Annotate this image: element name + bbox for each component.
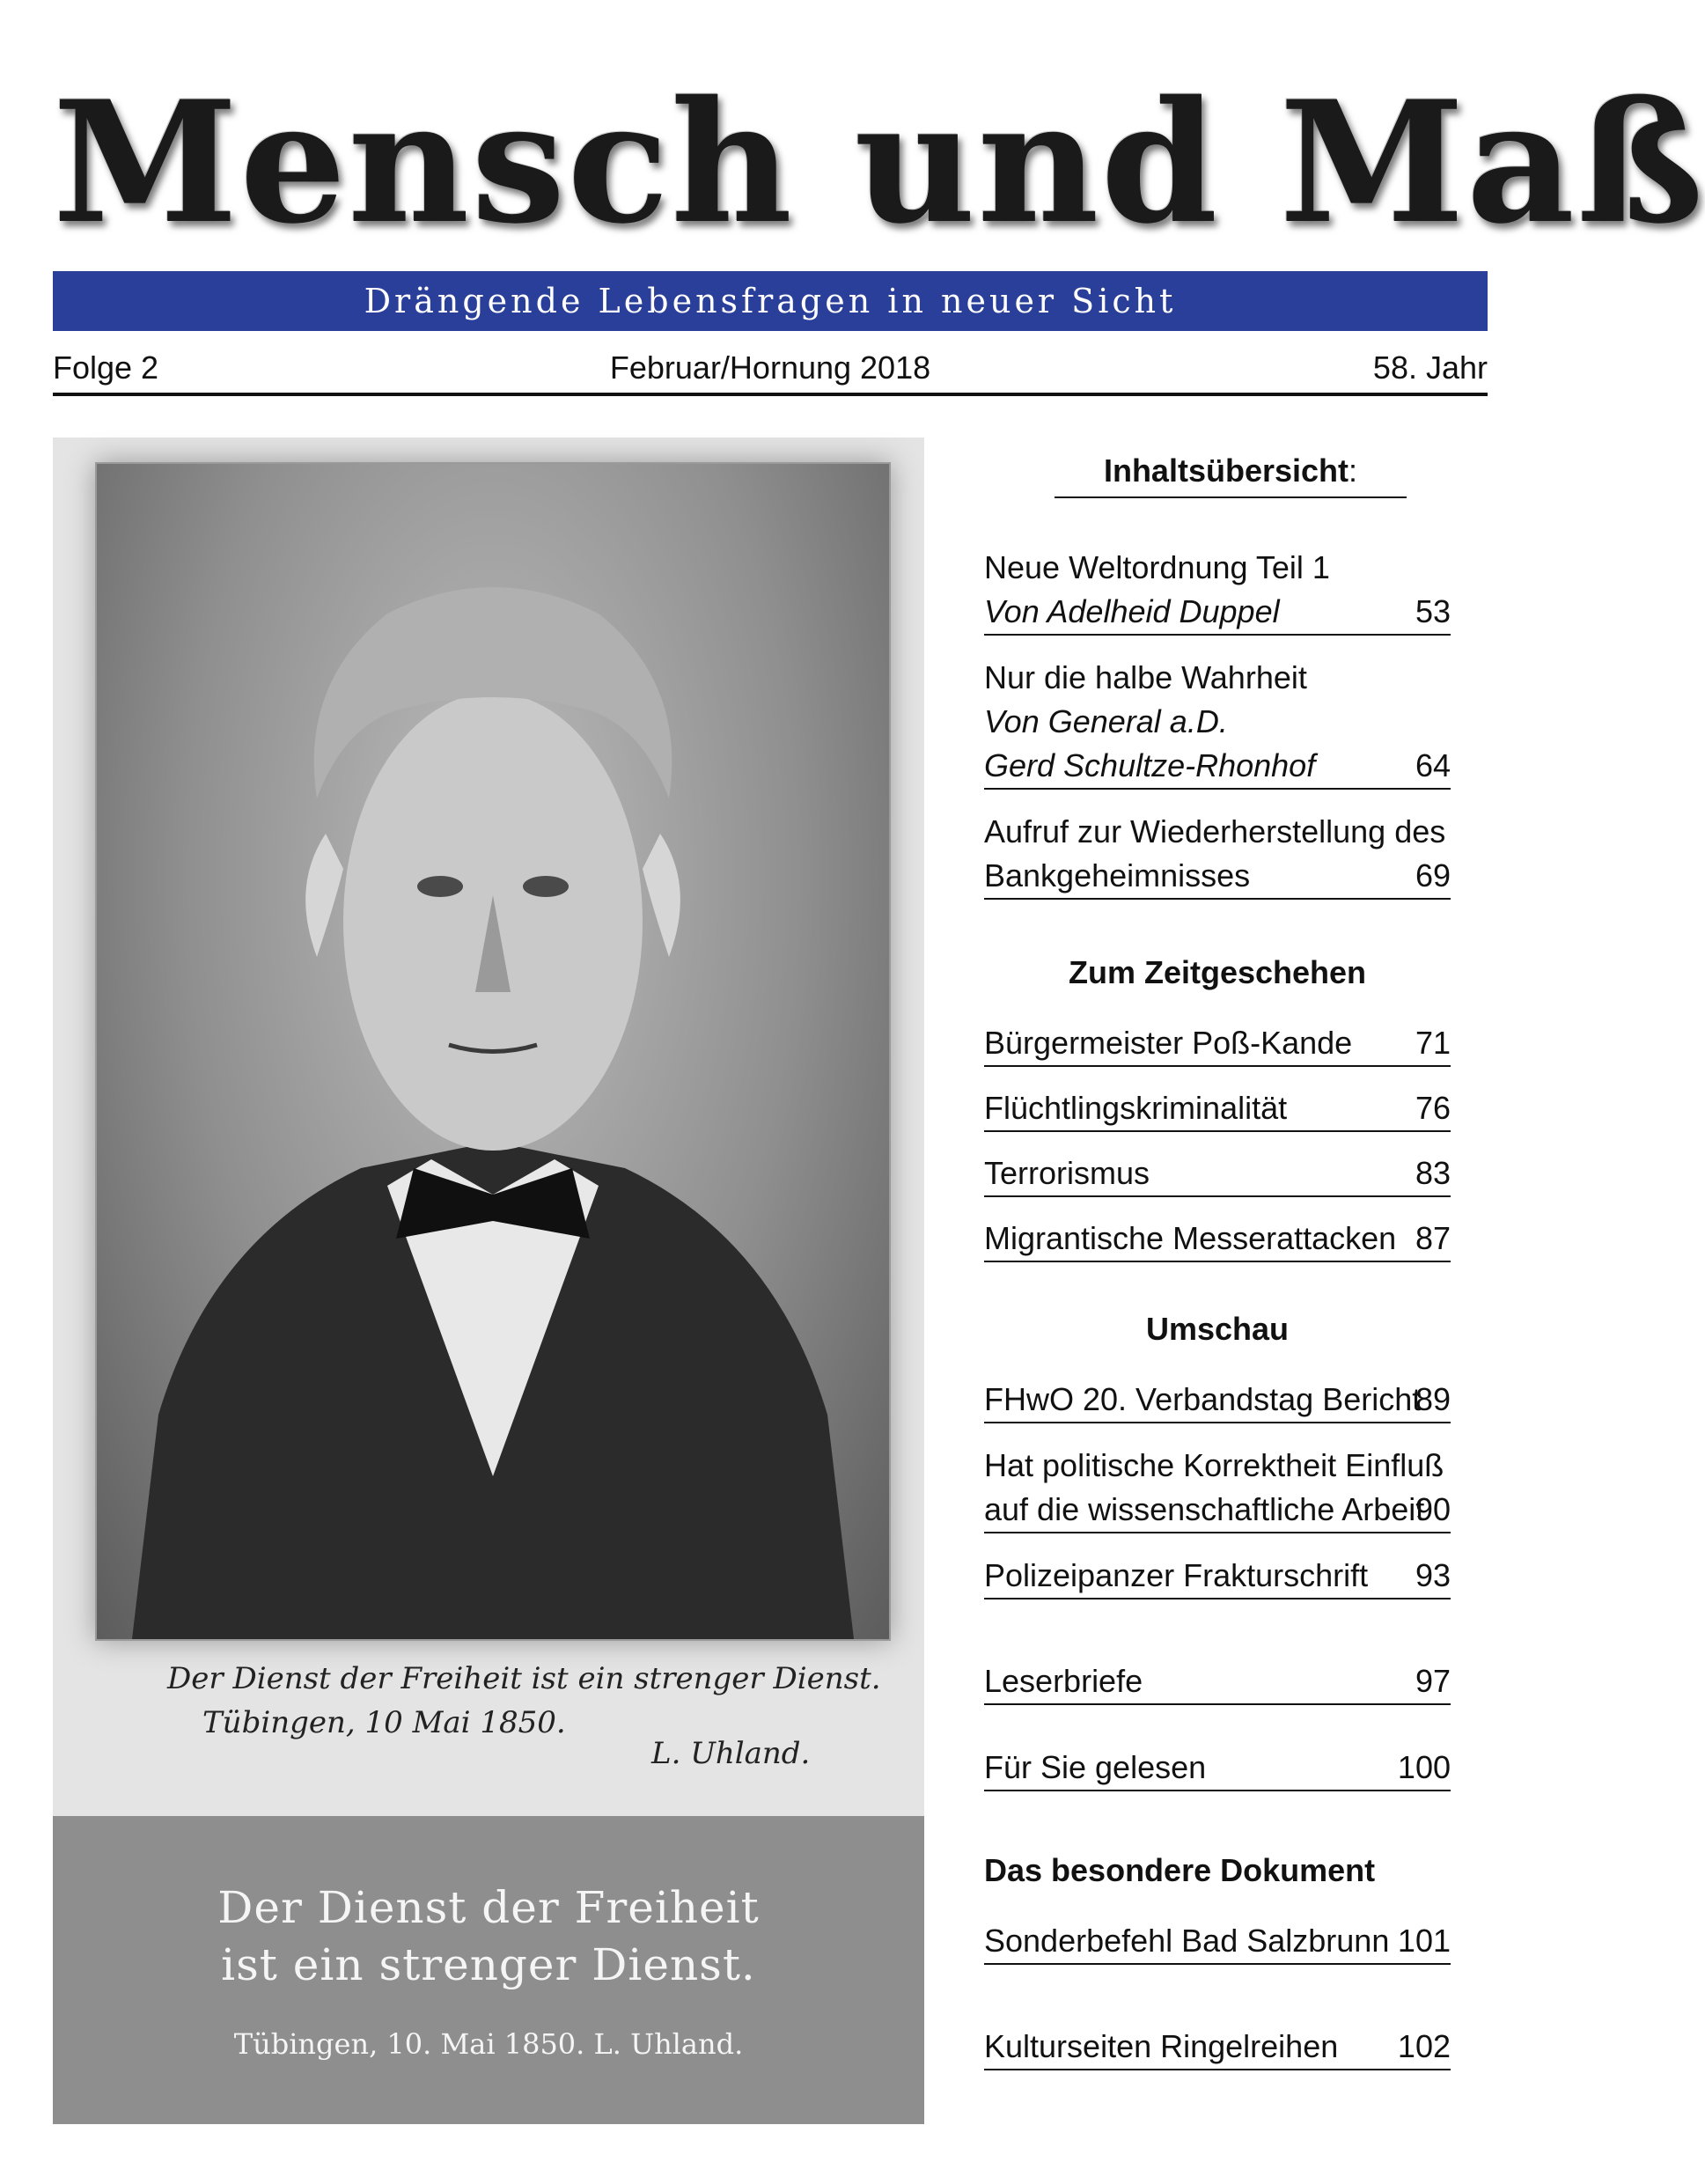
toc-entry[interactable]: Nur die halbe Wahrheit Von General a.D. Gerd Schultze-Rhonhof 64 xyxy=(984,656,1451,790)
toc-entry[interactable]: FHwO 20. Verbandstag Bericht 89 xyxy=(984,1378,1451,1423)
toc-heading: Inhaltsübersicht: xyxy=(1055,449,1407,498)
page-number: 93 xyxy=(1415,1557,1451,1593)
toc-entry[interactable]: Für Sie gelesen 100 xyxy=(984,1746,1451,1791)
toc-entry[interactable]: Neue Weltordnung Teil 1 Von Adelheid Duppel 53 xyxy=(984,546,1451,636)
handwriting-line2: Tübingen, 10 Mai 1850. xyxy=(202,1705,566,1740)
toc-entry[interactable]: Polizeipanzer Frakturschrift 93 xyxy=(984,1554,1451,1599)
masthead-subtitle: Drängende Lebensfragen in neuer Sicht xyxy=(53,271,1488,331)
page-number: 90 xyxy=(1415,1491,1451,1527)
toc-entry[interactable]: Terrorismus 83 xyxy=(984,1151,1451,1197)
page-number: 64 xyxy=(1415,747,1451,783)
page-number: 76 xyxy=(1415,1090,1451,1126)
page-number: 87 xyxy=(1415,1220,1451,1256)
toc-entry[interactable]: Aufruf zur Wiederherstellung des Bankgeheimnisses 69 xyxy=(984,810,1451,900)
toc-entry[interactable]: Sonderbefehl Bad Salzbrunn 101 xyxy=(984,1919,1451,1965)
issue-date: Februar/Hornung 2018 xyxy=(609,349,931,386)
section-heading: Umschau xyxy=(1145,1311,1290,1347)
toc-entry[interactable]: Kulturseiten Ringelreihen 102 xyxy=(984,2025,1451,2070)
handwritten-inscription xyxy=(53,1652,924,1784)
masthead-title: Mensch und Maß xyxy=(53,64,1705,261)
quote-attribution: Tübingen, 10. Mai 1850. L. Uhland. xyxy=(233,2027,744,2061)
page-number: 83 xyxy=(1415,1155,1451,1191)
page-number: 69 xyxy=(1415,857,1451,893)
page-number: 89 xyxy=(1415,1381,1451,1417)
quote-line2: ist ein strenger Dienst. xyxy=(221,1939,756,1990)
section-heading: Das besondere Dokument xyxy=(984,1852,1376,1888)
portrait-photo xyxy=(53,438,924,1816)
handwriting-line1: Der Dienst der Freiheit ist ein strenger Dienst. xyxy=(167,1661,881,1696)
toc-entry[interactable]: Leserbriefe 97 xyxy=(984,1659,1451,1705)
toc-entry[interactable]: Flüchtlingskriminalität 76 xyxy=(984,1086,1451,1132)
section-heading: Zum Zeitgeschehen xyxy=(1068,954,1367,990)
issue-year: 58. Jahr xyxy=(1372,349,1488,386)
issue-number: Folge 2 xyxy=(53,349,159,386)
quote-line1: Der Dienst der Freiheit xyxy=(217,1882,760,1933)
toc-entry[interactable]: Migrantische Messerattacken 87 xyxy=(984,1217,1451,1262)
toc-entry[interactable]: Bürgermeister Poß-Kande 71 xyxy=(984,1021,1451,1067)
page-number: 71 xyxy=(1415,1025,1451,1061)
page-number: 102 xyxy=(1397,2028,1451,2064)
page-number: 101 xyxy=(1397,1923,1451,1959)
page-number: 100 xyxy=(1397,1749,1451,1785)
portrait-illustration xyxy=(97,464,889,1639)
photo-frame xyxy=(95,462,891,1641)
quote-caption xyxy=(53,1816,924,2124)
page-number: 53 xyxy=(1415,593,1451,629)
handwriting-signature: L. Uhland. xyxy=(651,1736,811,1771)
issue-info-bar xyxy=(53,343,1488,396)
page-number: 97 xyxy=(1415,1663,1451,1699)
toc-entry[interactable]: Hat politische Korrektheit Einfluß auf die wissenschaftliche Arbeit 90 xyxy=(984,1444,1451,1533)
